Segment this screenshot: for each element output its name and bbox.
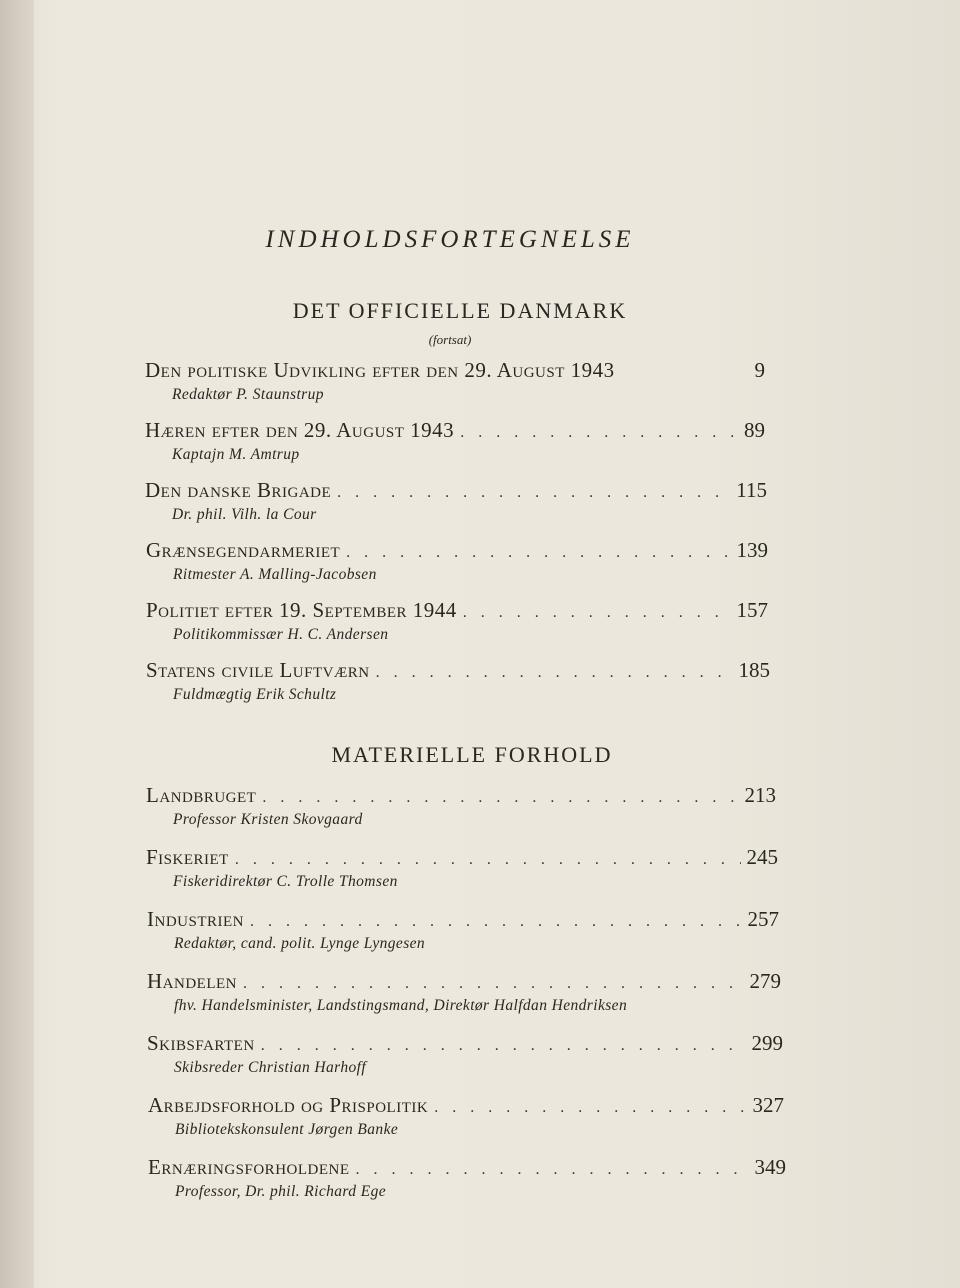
section-note-fortsat: (fortsat) [428, 332, 472, 347]
toc-entry-author: Kaptajn M. Amtrup [172, 446, 300, 463]
toc-entry-title: Landbruget [146, 783, 257, 807]
toc-entry-author: Professor Kristen Skovgaard [173, 811, 363, 828]
toc-entry-page: 257 [747, 907, 779, 931]
dot-leader [346, 544, 730, 562]
toc-entry-page: 327 [752, 1093, 784, 1117]
toc-entry [146, 783, 776, 829]
toc-entry [146, 658, 770, 704]
toc-entry-author: Redaktør, cand. polit. Lynge Lyngesen [174, 935, 426, 952]
toc-entry-author: Fuldmægtig Erik Schultz [173, 686, 337, 703]
section-heading-officielle: DET OFFICIELLE DANMARK [292, 298, 628, 323]
toc-entry [147, 907, 779, 953]
toc-entry [146, 598, 768, 644]
toc-entry-title: Arbejdsforhold og Prispolitik [148, 1093, 429, 1117]
toc-entry [147, 969, 781, 1015]
toc-entry [148, 1155, 786, 1201]
dot-leader [434, 1099, 746, 1117]
toc-entry-title: Hæren efter den 29. August 1943 [145, 418, 455, 442]
dot-leader [356, 1161, 749, 1179]
dot-leader [460, 424, 738, 442]
toc-entry-author: Professor, Dr. phil. Richard Ege [175, 1183, 386, 1200]
toc-entry [145, 358, 765, 404]
dot-leader [261, 1037, 746, 1055]
section-heading-materielle: MATERIELLE FORHOLD [331, 742, 613, 767]
toc-entry-author: Politikommissær H. C. Andersen [173, 626, 389, 643]
toc-entry-page: 279 [749, 969, 781, 993]
toc-entry-page: 9 [754, 358, 765, 382]
toc-entry-title: Skibsfarten [147, 1031, 255, 1055]
toc-entry-title: Fiskeriet [146, 845, 229, 869]
dot-leader [235, 851, 741, 869]
toc-entry-page: 299 [751, 1031, 783, 1055]
dot-leader [243, 975, 744, 993]
toc-entry-author: fhv. Handelsminister, Landstingsmand, Direktør Halfdan Hendriksen [174, 997, 628, 1014]
toc-entry-page: 185 [738, 658, 770, 682]
dot-leader [262, 789, 738, 807]
toc-entry-author: Skibsreder Christian Harhoff [174, 1059, 367, 1076]
toc-entry-author: Fiskeridirektør C. Trolle Thomsen [173, 873, 398, 890]
toc-entry [146, 845, 778, 891]
dot-leader [250, 913, 742, 931]
toc-entry-title: Statens civile Luftværn [146, 658, 370, 682]
toc-entry-page: 349 [754, 1155, 786, 1179]
toc-entry-title: Handelen [147, 969, 237, 993]
toc-entry [146, 538, 768, 584]
toc-entry-page: 245 [746, 845, 778, 869]
toc-entry-author: Dr. phil. Vilh. la Cour [172, 506, 317, 523]
page-title: INDHOLDSFORTEGNELSE [265, 226, 635, 253]
toc-entry-title: Den danske Brigade [145, 478, 332, 502]
toc-entry [147, 1031, 783, 1077]
dot-leader [337, 484, 730, 502]
toc-entry [148, 1093, 784, 1139]
toc-entry [145, 478, 767, 524]
toc-entry-title: Grænsegendarmeriet [146, 538, 341, 562]
toc-entry-page: 115 [736, 478, 767, 502]
toc-entry-author: Ritmester A. Malling-Jacobsen [173, 566, 377, 583]
toc-entry-title: Politiet efter 19. September 1944 [146, 598, 457, 622]
toc-entry-page: 213 [744, 783, 776, 807]
toc-entry-page: 139 [736, 538, 768, 562]
page-gutter [0, 0, 34, 1288]
toc-entry-author: Bibliotekskonsulent Jørgen Banke [175, 1121, 399, 1138]
toc-entry [145, 418, 765, 464]
toc-entry-author: Redaktør P. Staunstrup [172, 386, 324, 403]
dot-leader [376, 664, 733, 682]
dot-leader [463, 604, 731, 622]
toc-entry-title: Industrien [147, 907, 244, 931]
toc-entry-title: Ernæringsforholdene [148, 1155, 350, 1179]
toc-entry-page: 157 [736, 598, 768, 622]
toc-entry-title: Den politiske Udvikling efter den 29. August 1943 [145, 358, 615, 382]
toc-entry-page: 89 [744, 418, 765, 442]
